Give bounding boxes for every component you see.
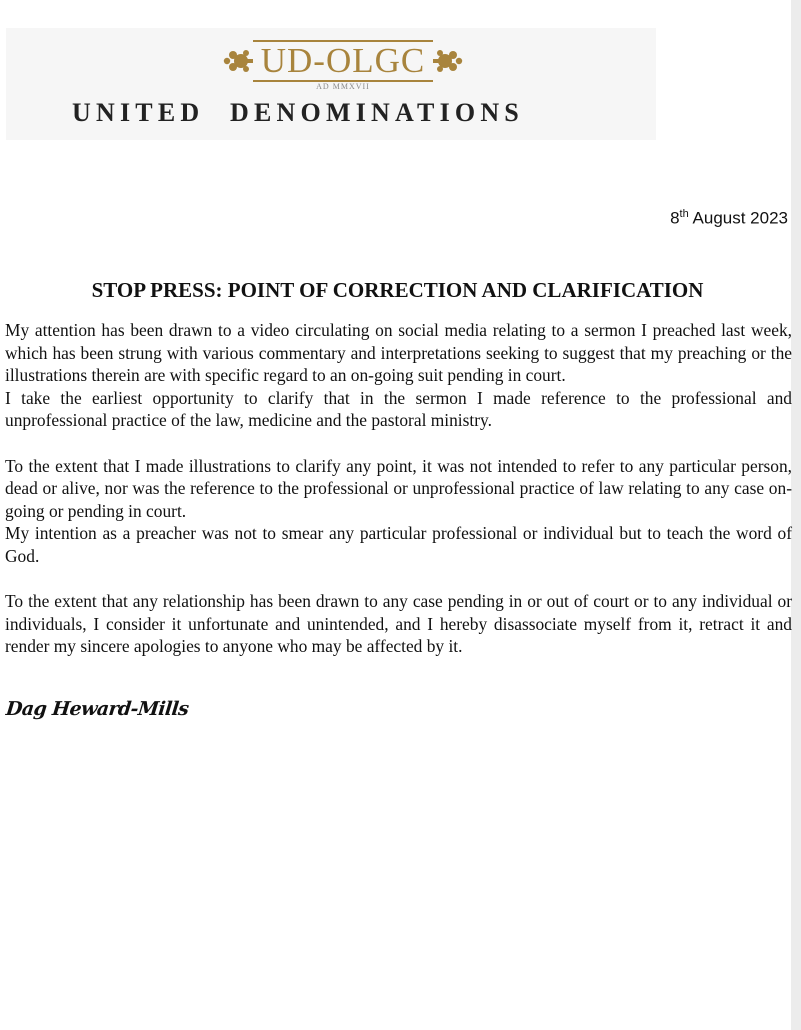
logo-subtitle: AD MMXVII bbox=[316, 82, 370, 91]
page-edge bbox=[791, 0, 801, 1030]
right-flourish-icon bbox=[433, 44, 467, 78]
paragraph-spacer bbox=[5, 568, 792, 591]
body-paragraph: To the extent that any relationship has been drawn to any case pending in or out of court or to any individual or individuals, I consider it unfortunate and unintended, and I hereby disassociate myself from it, retract it and render my sincere apologies to anyone who may be affected by it. bbox=[5, 591, 792, 657]
body-paragraph: My attention has been drawn to a video circulating on social media relating to a sermon I preached last week, which has been strung with various commentary and interpretations seeking to suggest that my preaching or the illustrations therein are with specific regard to an on-going suit pending in court. bbox=[5, 320, 792, 386]
body-paragraph: I take the earliest opportunity to clarify that in the sermon I made reference to the professional and unprofessional practice of the law, medicine and the pastoral ministry. bbox=[5, 387, 792, 431]
body-paragraph: To the extent that I made illustrations to clarify any point, it was not intended to refer to any particular person, dead or alive, nor was the reference to the professional or unprofessional practice of law relating to any case on-going or pending in court. bbox=[5, 455, 792, 521]
document-date bbox=[670, 208, 788, 229]
letterhead bbox=[6, 28, 656, 140]
logo-text: UD-OLGC bbox=[253, 40, 433, 82]
date-rest: August 2023 bbox=[688, 208, 788, 228]
signature: Dag Heward-Mills bbox=[4, 698, 190, 720]
document-title: STOP PRESS: POINT OF CORRECTION AND CLARIFICATION bbox=[91, 278, 704, 302]
logo bbox=[203, 42, 483, 80]
organization-name: UNITED DENOMINATIONS bbox=[72, 98, 524, 127]
date-suffix: th bbox=[679, 208, 689, 220]
paragraph-spacer bbox=[5, 432, 792, 455]
left-flourish-icon bbox=[219, 44, 253, 78]
date-day: 8 bbox=[670, 208, 680, 228]
body-paragraph: My intention as a preacher was not to smear any particular professional or individual but to teach the word of God. bbox=[5, 523, 792, 566]
document-body bbox=[5, 319, 792, 658]
